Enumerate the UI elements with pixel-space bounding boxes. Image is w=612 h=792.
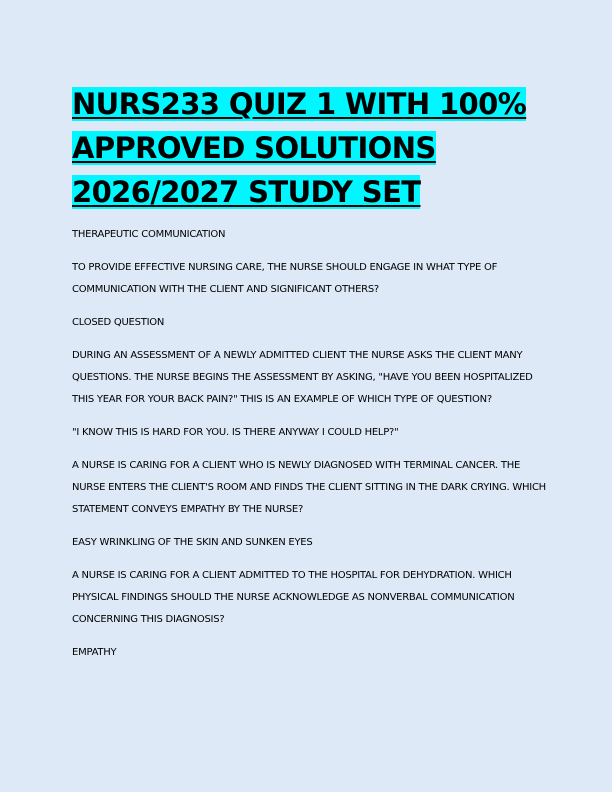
question-2: DURING AN ASSESSMENT OF A NEWLY ADMITTED CLIENT THE NURSE ASKS THE CLIENT MANY QUESTIONS. THE NURSE BEGINS THE ASSESSMENT BY ASKING, "HAVE YOU BEEN HOSPITALIZED THIS YEAR FOR YOUR BACK PAIN?" THIS IS AN EXAMPLE OF WHICH TYPE OF QUESTION? <box>72 350 533 405</box>
document-title <box>72 82 552 214</box>
document-title-text: NURS233 QUIZ 1 WITH 100% APPROVED SOLUTIONS 2026/2027 STUDY SET <box>72 87 527 209</box>
answer-term-2: CLOSED QUESTION <box>72 317 165 328</box>
question-1: TO PROVIDE EFFECTIVE NURSING CARE, THE NURSE SHOULD ENGAGE IN WHAT TYPE OF COMMUNICATION WITH THE CLIENT AND SIGNIFICANT OTHERS? <box>72 262 498 295</box>
question-4: A NURSE IS CARING FOR A CLIENT ADMITTED TO THE HOSPITAL FOR DEHYDRATION. WHICH PHYSICAL FINDINGS SHOULD THE NURSE ACKNOWLEDGE AS NONVERBAL COMMUNICATION CONCERNING THIS DIAGNOSIS? <box>72 570 515 625</box>
question-3: A NURSE IS CARING FOR A CLIENT WHO IS NEWLY DIAGNOSED WITH TERMINAL CANCER. THE NURSE ENTERS THE CLIENT'S ROOM AND FINDS THE CLIENT SITTING IN THE DARK CRYING. WHICH STATEMENT CONVEYS EMPATHY BY THE NURSE? <box>72 460 546 515</box>
answer-term-4: EASY WRINKLING OF THE SKIN AND SUNKEN EYES <box>72 537 313 548</box>
answer-term-5: EMPATHY <box>72 647 117 658</box>
answer-term-1: THERAPEUTIC COMMUNICATION <box>72 229 226 240</box>
answer-term-3: "I KNOW THIS IS HARD FOR YOU. IS THERE ANYWAY I COULD HELP?" <box>72 427 399 438</box>
